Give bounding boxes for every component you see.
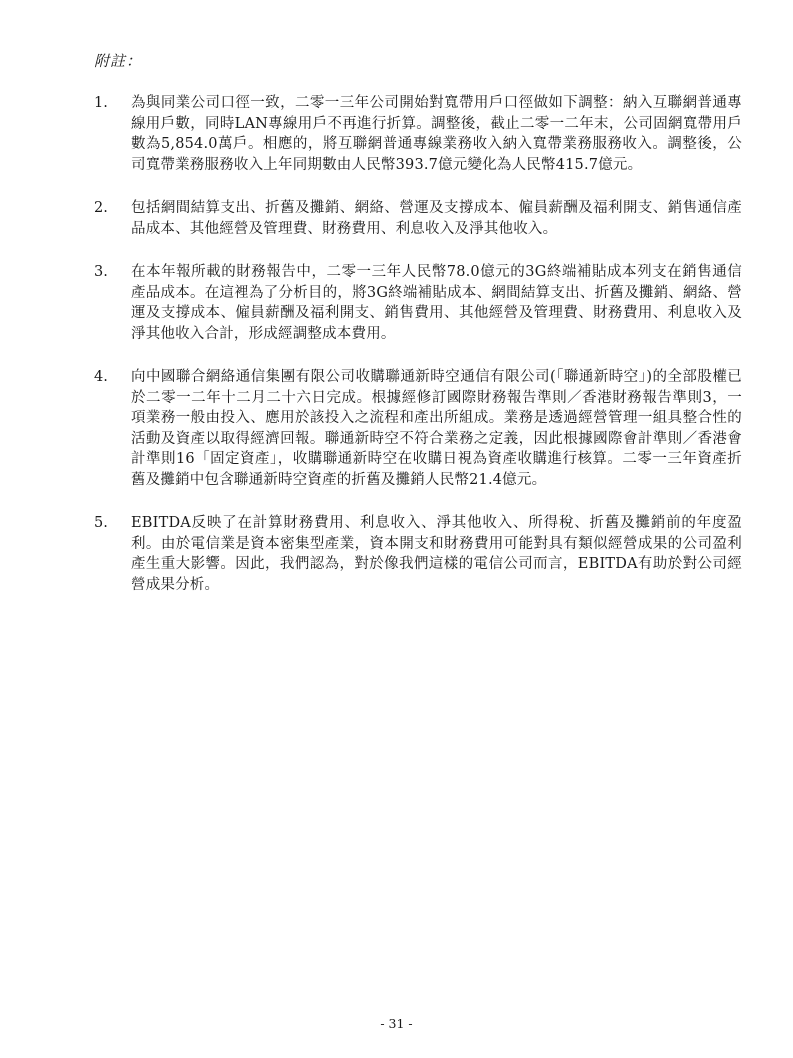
notes-heading: 附註： bbox=[94, 52, 143, 70]
note-number: 1. bbox=[94, 95, 108, 111]
note-number: 2. bbox=[94, 200, 108, 216]
note-number: 4. bbox=[94, 369, 108, 385]
note-number: 3. bbox=[94, 264, 108, 280]
note-text: 向中國聯合網絡通信集團有限公司收購聯通新時空通信有限公司(「聯通新時空」)的全部股權已於二零一二年十二月二十六日完成。根據經修訂國際財務報告準則／香港財務報告準則3，一項業務一般由投入、應用於該投入之流程和產出所組成。業務是透過經營管理一組具整合性的活動及資產以取得經濟回報。聯通新時空不符合業務之定義，因此根據國際會計準則／香港會計準則16「固定資產」，收購聯通新時空在收購日視為資產收購進行核算。二零一三年資產折舊及攤銷中包含聯通新時空資產的折舊及攤銷人民幣21.4億元。 bbox=[131, 369, 742, 488]
page-number: - 31 - bbox=[380, 1016, 413, 1031]
note-item-5 bbox=[94, 510, 742, 595]
note-number: 5. bbox=[94, 515, 108, 531]
note-item-2 bbox=[94, 195, 742, 239]
note-text: 在本年報所載的財務報告中，二零一三年人民幣78.0億元的3G終端補貼成本列支在銷售通信產品成本。在這裡為了分析目的，將3G終端補貼成本、網間結算支出、折舊及攤銷、網絡、營運及支撐成本、僱員薪酬及福利開支、銷售費用、其他經營及管理費、財務費用、利息收入及淨其他收入合計，形成經調整成本費用。 bbox=[131, 264, 742, 342]
note-item-3 bbox=[94, 259, 742, 344]
note-item-1 bbox=[94, 90, 742, 175]
note-text: 為與同業公司口徑一致，二零一三年公司開始對寬帶用戶口徑做如下調整：納入互聯網普通專線用戶數，同時LAN專線用戶不再進行折算。調整後，截止二零一二年末，公司固網寬帶用戶數為5,854.0萬戶。相應的，將互聯網普通專線業務收入納入寬帶業務服務收入。調整後，公司寬帶業務服務收入上年同期數由人民幣393.7億元變化為人民幣415.7億元。 bbox=[131, 95, 742, 173]
notes-list bbox=[94, 90, 742, 615]
note-item-4 bbox=[94, 364, 742, 490]
note-text: 包括網間結算支出、折舊及攤銷、網絡、營運及支撐成本、僱員薪酬及福利開支、銷售通信產品成本、其他經營及管理費、財務費用、利息收入及淨其他收入。 bbox=[131, 200, 742, 237]
note-text: EBITDA反映了在計算財務費用、利息收入、淨其他收入、所得稅、折舊及攤銷前的年度盈利。由於電信業是資本密集型產業，資本開支和財務費用可能對具有類似經營成果的公司盈利產生重大影響。因此，我們認為，對於像我們這樣的電信公司而言，EBITDA有助於對公司經營成果分析。 bbox=[131, 515, 742, 593]
